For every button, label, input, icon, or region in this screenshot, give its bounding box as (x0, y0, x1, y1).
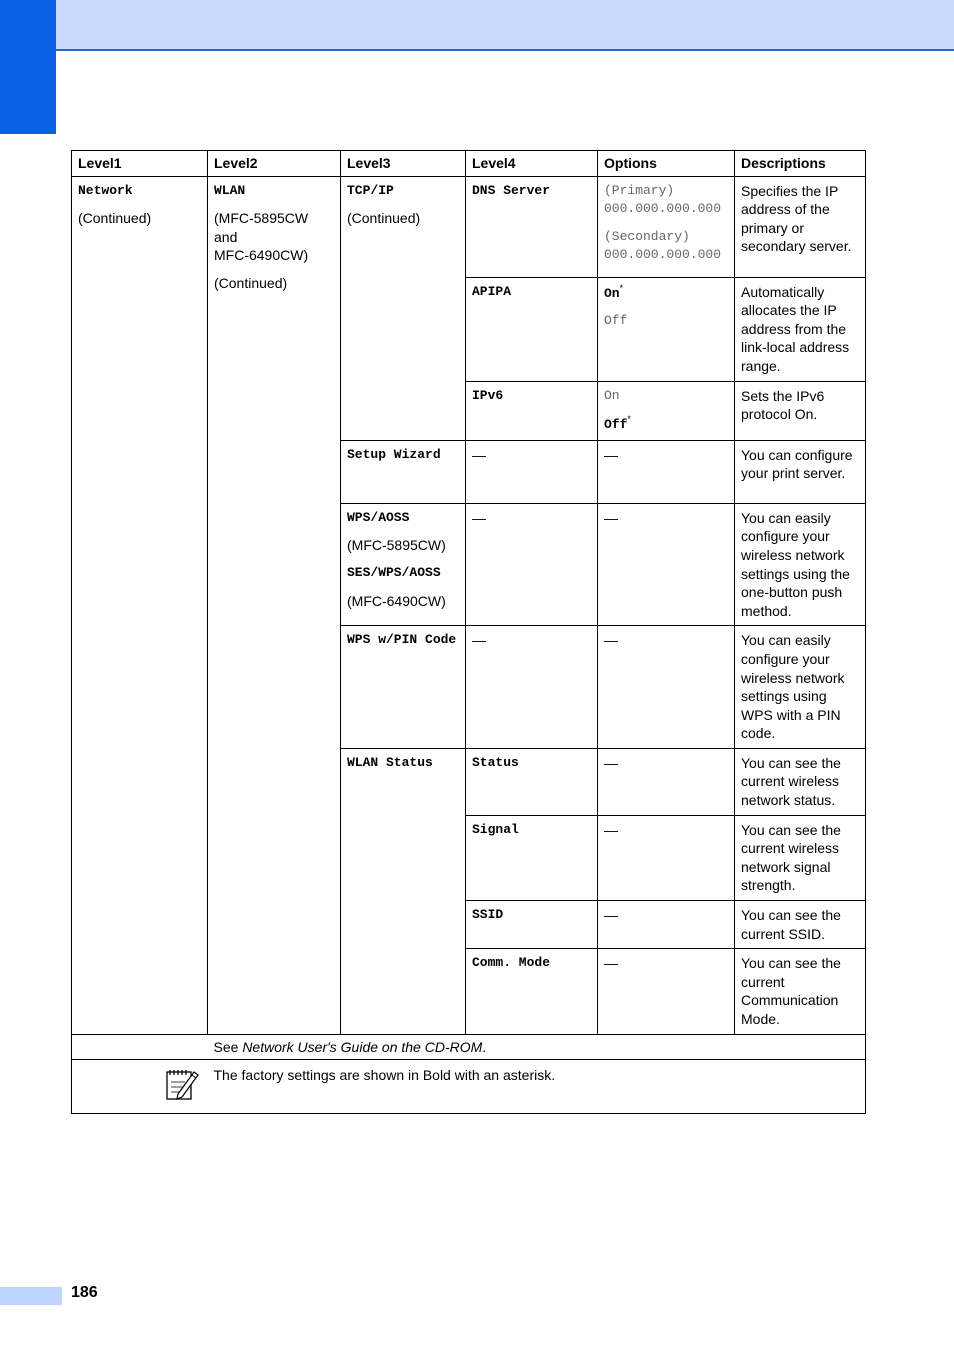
level4-cell: — (466, 503, 598, 626)
level3-name: SES/WPS/AOSS (347, 564, 441, 580)
description-cell: You can see the current wireless network status. (735, 748, 866, 815)
level3-name: WPS w/PIN Code (347, 632, 457, 648)
default-asterisk: * (627, 414, 631, 425)
options-cell (598, 381, 735, 440)
level3-cell (341, 440, 466, 503)
see-note-spacer (72, 1034, 208, 1060)
page-number: 186 (71, 1284, 98, 1301)
description-cell: You can easily configure your wireless network settings using WPS with a PIN code. (735, 626, 866, 749)
level4-name: IPv6 (472, 387, 504, 403)
level4-name: Status (472, 754, 519, 770)
see-note-suffix: . (482, 1038, 487, 1055)
level2-models: (MFC-5895CW and MFC-6490CW) (214, 210, 309, 264)
options-cell: — (598, 503, 735, 626)
see-note (208, 1034, 866, 1060)
level3-cell (341, 748, 466, 1034)
option-value: On (604, 387, 620, 403)
level4-cell (466, 176, 598, 277)
factory-note: The factory settings are shown in Bold with an asterisk. (208, 1060, 866, 1114)
model-note: (MFC-5895CW) (347, 537, 446, 554)
note-pencil-icon (164, 1066, 200, 1102)
column-header: Descriptions (735, 151, 866, 177)
level4-name: Signal (472, 821, 519, 837)
level4-cell (466, 381, 598, 440)
level1-name: Network (78, 182, 133, 198)
level3-cell (341, 503, 466, 626)
options-cell: — (598, 626, 735, 749)
see-note-row (72, 1034, 866, 1060)
description-cell: Automatically allocates the IP address from the link-local address range. (735, 277, 866, 381)
level4-cell: — (466, 440, 598, 503)
level4-cell (466, 949, 598, 1034)
footer-band (0, 1287, 62, 1305)
option-default: On (604, 285, 620, 301)
level3-name: Setup Wizard (347, 446, 441, 462)
description-cell: You can configure your print server. (735, 440, 866, 503)
see-note-guide: Network User's Guide on the CD-ROM (242, 1038, 483, 1055)
options-cell: — (598, 748, 735, 815)
table-header-row (72, 151, 866, 177)
model-note: (MFC-6490CW) (347, 592, 446, 609)
column-header: Level1 (72, 151, 208, 177)
level4-name: SSID (472, 907, 504, 923)
level2-cell (208, 176, 341, 1034)
column-header: Options (598, 151, 735, 177)
level2-name: WLAN (214, 182, 246, 198)
level4-cell (466, 815, 598, 900)
level3-cell (341, 176, 466, 440)
factory-note-row (72, 1060, 866, 1114)
level1-note: (Continued) (78, 210, 152, 227)
description-cell: Sets the IPv6 protocol On. (735, 381, 866, 440)
level3-name: WPS/AOSS (347, 509, 410, 525)
options-cell: — (598, 440, 735, 503)
description-cell: Specifies the IP address of the primary or secondary server. (735, 176, 866, 277)
option-default: Off (604, 417, 628, 433)
options-cell: — (598, 901, 735, 949)
level4-name: DNS Server (472, 182, 551, 198)
options-cell (598, 176, 735, 277)
level4-cell: — (466, 626, 598, 749)
level3-name: TCP/IP (347, 182, 394, 198)
options-cell: — (598, 949, 735, 1034)
description-cell: You can see the current Communication Mode. (735, 949, 866, 1034)
option-value: Off (604, 313, 628, 329)
options-cell (598, 277, 735, 381)
header-band (56, 0, 954, 51)
option-value: 000.000.000.000 (604, 201, 722, 217)
column-header: Level3 (341, 151, 466, 177)
chapter-tab (0, 0, 56, 134)
default-asterisk: * (619, 282, 624, 293)
level3-cell (341, 626, 466, 749)
level4-name: Comm. Mode (472, 955, 551, 971)
level4-name: APIPA (472, 283, 512, 299)
level4-cell (466, 901, 598, 949)
option-value: 000.000.000.000 (604, 247, 722, 263)
level3-note: (Continued) (347, 210, 421, 227)
description-cell: You can see the current SSID. (735, 901, 866, 949)
menu-table (71, 150, 866, 1114)
level2-note: (Continued) (214, 274, 288, 291)
column-header: Level2 (208, 151, 341, 177)
level4-cell (466, 748, 598, 815)
level4-cell (466, 277, 598, 381)
column-header: Level4 (466, 151, 598, 177)
see-note-prefix: See (213, 1038, 243, 1055)
option-label: (Primary) (604, 182, 675, 198)
description-cell: You can easily configure your wireless network settings using the one-button push method. (735, 503, 866, 626)
note-icon-cell (72, 1060, 208, 1114)
level3-name: WLAN Status (347, 754, 433, 770)
table-row (72, 176, 866, 277)
option-label: (Secondary) (604, 228, 690, 244)
options-cell: — (598, 815, 735, 900)
description-cell: You can see the current wireless network signal strength. (735, 815, 866, 900)
level1-cell (72, 176, 208, 1034)
